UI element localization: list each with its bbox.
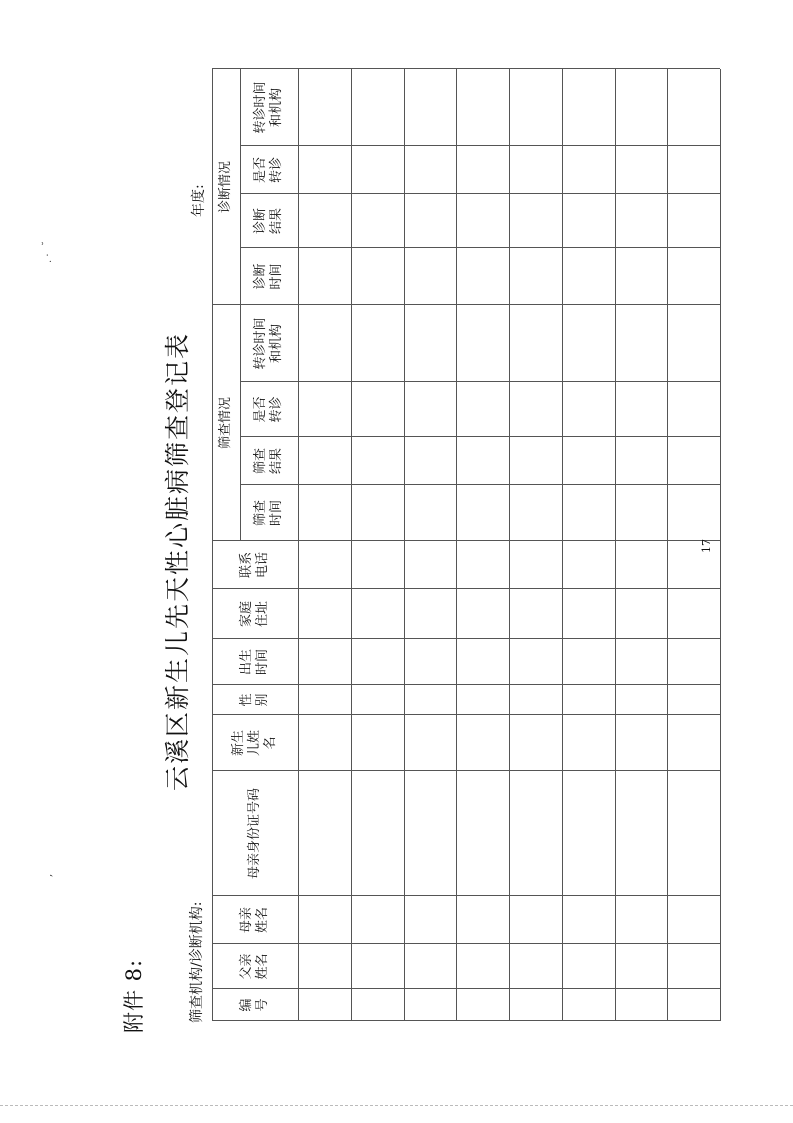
col-screening-result-header: 筛查 结果 — [253, 448, 284, 475]
col-screening-referral-header: 是否 转诊 — [253, 396, 284, 423]
page-title: 云溪区新生儿先天性心脏病筛查登记表 — [163, 332, 192, 792]
year-label: 年度: — [191, 184, 207, 217]
table-row — [351, 69, 404, 1021]
col-screening-time-header: 筛查 时间 — [253, 500, 284, 527]
page-number: 17 — [700, 539, 713, 553]
col-screening-referral-info-header: 转诊时间 和机构 — [253, 317, 284, 370]
scan-mark: ˘ — [42, 241, 53, 246]
col-father-name-header: 父亲 姓名 — [239, 953, 270, 980]
col-address-header: 家庭 住址 — [239, 601, 270, 628]
col-birth-time-header: 出生 时间 — [239, 649, 270, 676]
col-diagnosis-result-header: 诊断 结果 — [253, 208, 284, 235]
col-diagnosis-time-header: 诊断 时间 — [253, 263, 284, 290]
scan-edge-line — [0, 1105, 793, 1106]
table-row — [562, 69, 615, 1021]
org-label: 筛查机构/诊断机构: — [189, 901, 205, 1023]
col-gender-header: 性 别 — [239, 693, 270, 707]
row-divider — [720, 69, 721, 1021]
table-row — [298, 69, 351, 1021]
col-serial-header: 编 号 — [239, 998, 270, 1012]
table-row — [404, 69, 457, 1021]
scan-mark: . · — [43, 253, 54, 263]
table-row — [615, 69, 668, 1021]
col-mother-name-header: 母亲 姓名 — [239, 907, 270, 934]
scan-mark: , — [43, 873, 54, 877]
screening-group-header: 筛查情况 — [218, 397, 233, 450]
col-mother-id-header: 母亲身份证号码 — [247, 788, 262, 880]
table-top-border — [212, 69, 213, 1021]
table-row — [509, 69, 562, 1021]
header-subgroup-divider — [240, 69, 241, 541]
col-newborn-name-header: 新生 儿姓 名 — [231, 730, 278, 757]
col-diagnosis-referral-info-header: 转诊时间 和机构 — [253, 81, 284, 134]
col-phone-header: 联系 电话 — [239, 552, 270, 579]
attachment-label: 附件 8: — [122, 958, 146, 1033]
table-row — [456, 69, 509, 1021]
diagnosis-group-header: 诊断情况 — [218, 161, 233, 214]
col-diagnosis-referral-header: 是否 转诊 — [253, 157, 284, 184]
